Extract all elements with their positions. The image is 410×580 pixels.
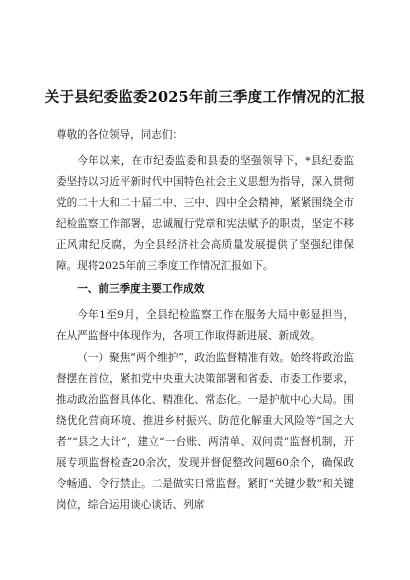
subsection1-paragraph: [56, 348, 354, 516]
section1-paragraph: 今年1至9月，全县纪检监察工作在服务大局中彰显担当，在从严监督中体现作为，各项工作取得新进展、新成效。: [56, 309, 354, 342]
document-title: 关于县纪委监委2025年前三季度工作情况的汇报: [44, 89, 366, 106]
salutation: 尊敬的各位领导，同志们：: [56, 129, 184, 141]
subsection1-lead: （一）聚焦“两个维护”，政治监督精准有效。: [77, 352, 291, 364]
subsection1-body: 始终将政治监督摆在首位，紧扣党中央重大决策部署和省委、市委工作要求，推动政治监督具体化、精准化、常态化。一是护航中心大局。围绕优化营商环境、推进乡村振兴、防范化解重大风险等“国之大者”“县之大计”，建立“一台账、两清单、双问责”监督机制，开展专项监督检查20余次，发现并督促整改问题60余个，确保政令畅通、令行禁止。二是做实日常监督。紧盯“关键少数”和关键岗位，综合运用谈心谈话、列席: [56, 352, 355, 511]
intro-paragraph: 今年以来，在市纪委监委和县委的坚强领导下，*县纪委监委坚持以习近平新时代中国特色社会主义思想为指导，深入贯彻党的二十大和二十届二中、三中、四中全会精神，紧紧围绕全市纪检监察工作部署，忠诚履行党章和宪法赋予的职责，坚定不移正风肃纪反腐，为全县经济社会高质量发展提供了坚强纪律保障。现将2025年前三季度工作情况汇报如下。: [56, 155, 354, 272]
section-heading-1: 一、前三季度主要工作成效: [77, 283, 205, 295]
